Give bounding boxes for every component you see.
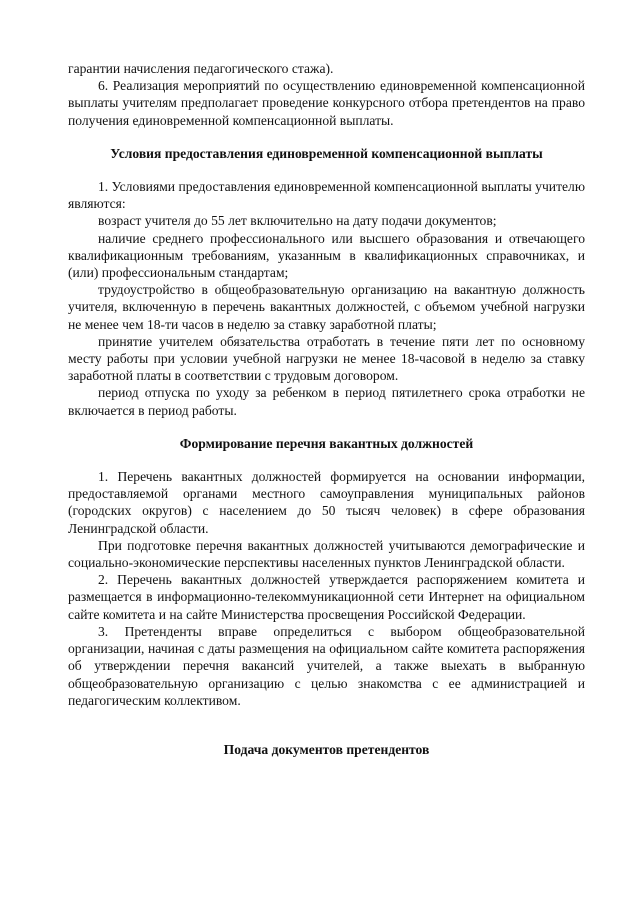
paragraph: 6. Реализация мероприятий по осуществлению единовременной компенсационной выплаты учителям предполагает проведение конкурсного отбора претендентов на право получения единовременной компенсационной выплаты.	[68, 78, 585, 128]
paragraph: возраст учителя до 55 лет включительно на дату подачи документов;	[98, 213, 497, 229]
paragraph: 1. Условиями предоставления единовременной компенсационной выплаты учителю являются:	[68, 179, 585, 212]
section-heading: Формирование перечня вакантных должностей	[179, 435, 474, 451]
section-heading: Условия предоставления единовременной компенсационной выплаты	[110, 145, 543, 161]
paragraph: 2. Перечень вакантных должностей утверждается распоряжением комитета и размещается в информационно-телекоммуникационной сети Интернет на официальном сайте комитета и на сайте Министерства просвещения Российской Федерации.	[68, 572, 585, 622]
paragraph: наличие среднего профессионального или высшего образования и отвечающего квалификационным требованиям, указанным в квалификационных справочниках, и (или) профессиональным стандартам;	[68, 230, 585, 281]
paragraph: 1. Перечень вакантных должностей формируется на основании информации, предоставляемой органами местного самоуправления муниципальных районов (городских округов) с населением до 50 тысяч человек) в сфере образования Ленинградской области.	[68, 469, 585, 536]
document-page	[68, 60, 585, 758]
paragraph: принятие учителем обязательства отработать в течение пяти лет по основному месту работы при условии учебной нагрузки не менее 18-часовой в неделю за ставку заработной платы в соответствии с трудовым договором.	[68, 333, 585, 384]
paragraph: период отпуска по уходу за ребенком в период пятилетнего срока отработки не включается в период работы.	[68, 385, 585, 418]
paragraph: трудоустройство в общеобразовательную организацию на вакантную должность учителя, включенную в перечень вакантных должностей, с объемом учебной нагрузки не менее чем 18-ти часов в неделю за ставку заработной платы;	[68, 282, 585, 332]
paragraph: При подготовке перечня вакантных должностей учитываются демографические и социально-экономические перспективы населенных пунктов Ленинградской области.	[68, 537, 585, 571]
paragraph: 3. Претенденты вправе определиться с выбором общеобразовательной организации, начиная с даты размещения на официальном сайте комитета распоряжения об утверждении перечня вакансий учителей, а также выехать в выбранную общеобразовательную организацию с целью знакомства с ее администрацией и педагогическим коллективом.	[68, 623, 585, 708]
paragraph: гарантии начисления педагогического стажа).	[68, 61, 334, 76]
section-heading: Подача документов претендентов	[223, 741, 430, 757]
